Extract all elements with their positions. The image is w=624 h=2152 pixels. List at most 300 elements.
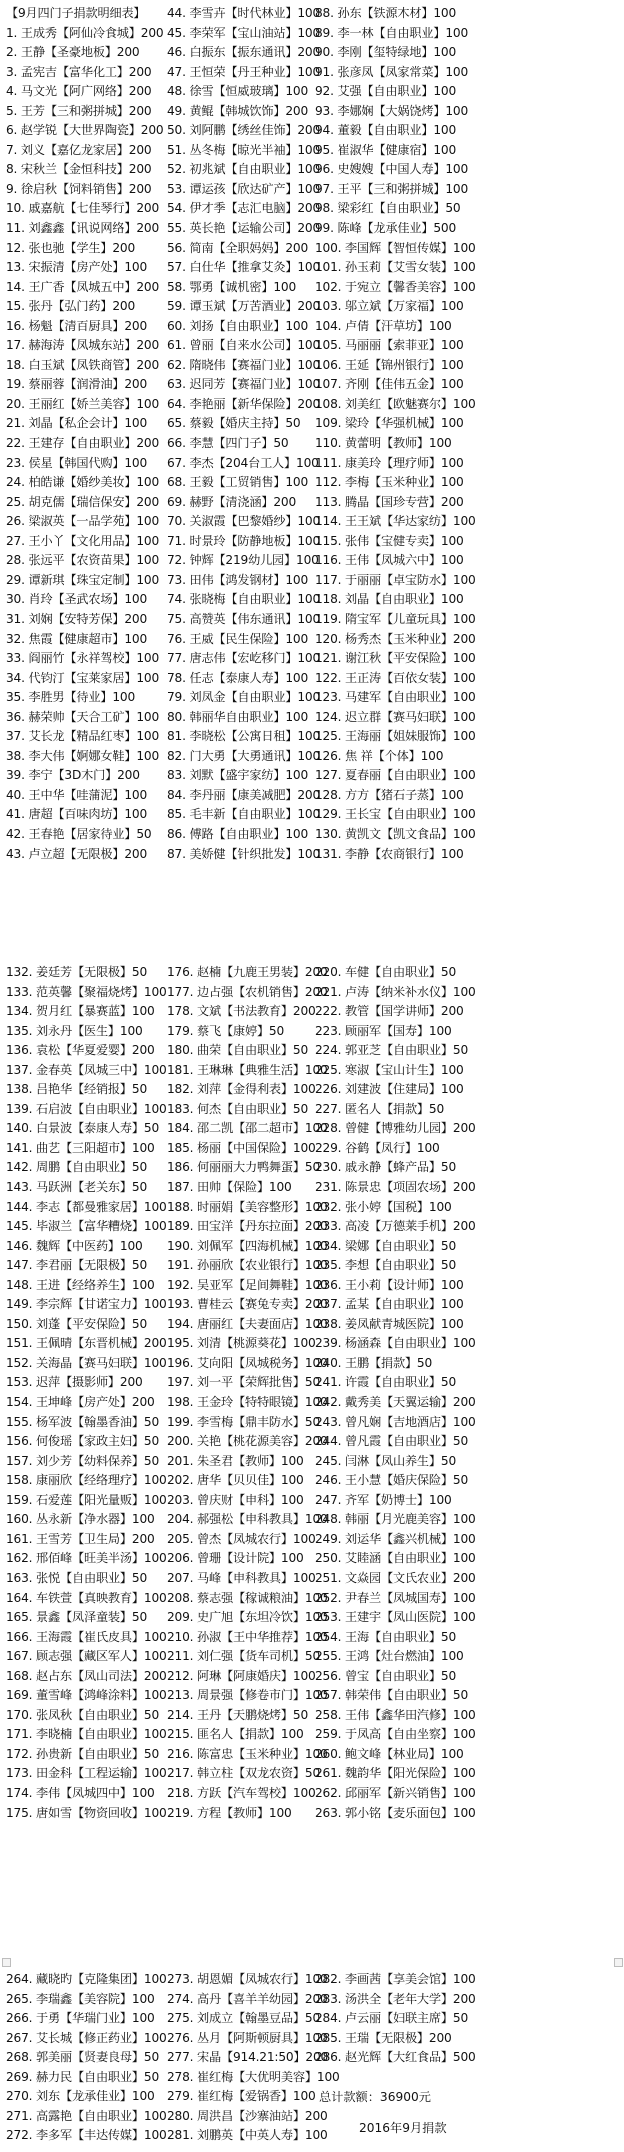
donor-entry: 227. 匿名人【捐款】50 (315, 1101, 445, 1116)
donor-entry: 148. 王进【经络养生】100 (6, 1277, 155, 1292)
donor-entry: 22. 王建存【自由职业】200 (6, 436, 160, 451)
donor-entry: 53. 谭运孩【欣达矿产】100 (167, 181, 321, 196)
donor-entry: 252. 尹春兰【凤城国寿】100 (315, 1590, 476, 1605)
donor-entry: 240. 王鹏【捐款】50 (315, 1355, 433, 1370)
donor-entry: 1. 王成秀【阿仙冷食城】200 (6, 25, 164, 40)
donor-entry: 92. 艾强【自由职业】100 (315, 84, 457, 99)
donor-entry: 61. 曾丽【自来水公司】100 (167, 338, 321, 353)
donor-entry: 212. 阿琳【阿康婚庆】100 (167, 1668, 316, 1683)
donor-entry: 261. 魏韵华【阳光保险】100 (315, 1766, 476, 1781)
donor-entry: 88. 孙东【铁源木材】100 (315, 6, 457, 20)
donor-entry: 286. 赵光辉【大红食品】500 (315, 2050, 476, 2065)
donor-entry: 97. 王平【三和粥拼城】100 (315, 181, 469, 196)
donor-entry: 30. 肖玲【圣武农场】100 (6, 592, 148, 607)
donor-entry: 196. 艾向阳【凤城税务】100 (167, 1355, 328, 1370)
donor-entry: 284. 卢云丽【妇联主席】50 (315, 2011, 469, 2026)
donor-entry: 255. 王鸿【灶台燃油】100 (315, 1649, 464, 1664)
donor-entry: 122. 王正涛【百依女装】100 (315, 670, 476, 685)
donor-entry: 175. 唐如雪【物资回收】100 (6, 1805, 167, 1820)
donor-entry: 213. 周景强【修卷市门】100 (167, 1688, 328, 1703)
donor-entry: 26. 梁淑英【一品学苑】100 (6, 514, 160, 529)
donor-entry: 104. 卢倩【汗草坊】100 (315, 318, 452, 333)
donor-entry: 218. 方跃【汽车驾校】100 (167, 1785, 316, 1800)
donor-entry: 235. 李想【自由职业】50 (315, 1258, 457, 1273)
donor-entry: 132. 姜廷芳【无限极】50 (6, 965, 148, 979)
total-amount: 总计款额：36900元 (319, 2089, 431, 2104)
donor-entry: 5. 王芳【三和粥拼城】200 (6, 103, 152, 118)
donor-entry: 167. 顾志强【藏区军人】100 (6, 1649, 167, 1664)
donor-entry: 82. 门大勇【大勇通讯】100 (167, 748, 321, 763)
donor-entry: 193. 曹桂云【赛兔专卖】200 (167, 1297, 328, 1312)
document-title: 【9月四门子捐款明细表】 (6, 6, 146, 20)
donor-entry: 137. 金春英【凤城三中】100 (6, 1062, 167, 1077)
donor-entry: 270. 刘东【龙承佳业】100 (6, 2089, 155, 2104)
donor-entry: 48. 徐雪【恒威玻璃】100 (167, 84, 309, 99)
donor-entry: 163. 张悦【自由职业】50 (6, 1570, 148, 1585)
donor-entry: 57. 白仕华【推拿艾灸】100 (167, 260, 321, 275)
donor-entry: 194. 唐丽红【夫妻面店】100 (167, 1316, 328, 1331)
donor-entry: 185. 杨丽【中国保险】100 (167, 1140, 316, 1155)
donor-entry: 58. 鄂勇【诚机密】100 (167, 279, 297, 294)
donor-entry: 254. 王海【自由职业】50 (315, 1629, 457, 1644)
donor-entry: 195. 刘清【桃源葵花】100 (167, 1336, 316, 1351)
donor-entry: 59. 谭玉斌【万苦酒业】200 (167, 299, 321, 314)
donor-list (315, 963, 490, 1823)
donor-entry: 42. 王春艳【居家待业】50 (6, 826, 152, 841)
donor-entry: 100. 李国辉【智恒传媒】100 (315, 240, 476, 255)
donor-entry: 245. 闫淋【凤山养生】50 (315, 1453, 457, 1468)
donor-entry: 172. 孙贵新【自由职业】50 (6, 1746, 160, 1761)
donor-entry: 243. 曾凡娴【吉地酒店】100 (315, 1414, 476, 1429)
donor-entry: 157. 刘少芳【幼料保养】50 (6, 1453, 160, 1468)
donor-entry: 145. 毕淑兰【富华糟烧】100 (6, 1219, 167, 1234)
donor-entry: 182. 刘萍【金得利表】100 (167, 1082, 316, 1097)
donor-entry: 116. 王伟【凤城六中】100 (315, 553, 464, 568)
donor-entry: 98. 梁彩红【自由职业】50 (315, 201, 461, 216)
donor-entry: 205. 曾杰【凤城农行】100 (167, 1531, 316, 1546)
donor-entry: 70. 关淑霞【巴黎婚纱】100 (167, 514, 321, 529)
column-2 (161, 4, 321, 884)
donor-entry: 179. 蔡飞【康婷】50 (167, 1023, 285, 1038)
donor-entry: 51. 丛冬梅【晾光半袖】100 (167, 142, 321, 157)
donor-entry: 65. 蔡毅【婚庆主持】50 (167, 416, 301, 431)
donor-entry: 251. 文焱园【文氏农业】200 (315, 1570, 476, 1585)
donor-entry: 166. 王海霞【崔氏皮具】100 (6, 1629, 167, 1644)
donor-entry: 89. 李一林【自由职业】100 (315, 25, 469, 40)
donor-entry: 85. 毛丰新【自由职业】100 (167, 807, 321, 822)
donor-entry: 247. 齐军【奶博士】100 (315, 1492, 452, 1507)
donor-entry: 222. 教管【国学讲师】200 (315, 1004, 464, 1019)
donor-entry: 136. 袁松【华夏爱婴】200 (6, 1043, 155, 1058)
donor-entry: 187. 田帅【保险】100 (167, 1180, 292, 1195)
donor-entry: 19. 蔡丽蓉【润滑油】200 (6, 377, 148, 392)
donor-entry: 127. 夏春丽【自由职业】100 (315, 768, 476, 783)
donor-entry: 274. 高丹【喜羊羊幼园】200 (167, 1991, 328, 2006)
donor-entry: 279. 崔红梅【爱锅香】100 (167, 2089, 316, 2104)
donor-entry: 81. 李晓松【公寓日租】100 (167, 729, 321, 744)
donor-entry: 16. 杨魁【清百厨具】200 (6, 318, 148, 333)
donor-entry: 4. 马文光【阿广网络】200 (6, 84, 152, 99)
donor-entry: 18. 白玉斌【凤铁商管】200 (6, 357, 160, 372)
donor-entry: 238. 姜凤献青城医院】100 (315, 1316, 464, 1331)
donor-entry: 283. 汤洪全【老年大学】200 (315, 1991, 476, 2006)
donor-entry: 253. 王建宇【凤山医院】100 (315, 1610, 476, 1625)
donor-entry: 141. 曲艺【三阳超市】100 (6, 1140, 155, 1155)
donor-entry: 188. 时丽娟【美容整形】100 (167, 1199, 328, 1214)
donor-entry: 140. 白景波【泰康人寿】50 (6, 1121, 160, 1136)
donor-entry: 108. 刘美红【欧魅赛尔】100 (315, 396, 476, 411)
donor-entry: 95. 崔淑华【健康宿】100 (315, 142, 457, 157)
donor-entry: 60. 刘扬【自由职业】100 (167, 318, 309, 333)
donor-entry: 69. 赫野【清浇涵】200 (167, 494, 297, 509)
column-3 (309, 4, 490, 884)
donor-entry: 118. 刘晶【自由职业】100 (315, 592, 464, 607)
donor-entry: 72. 钟辉【219幼儿园】100 (167, 553, 319, 568)
donor-entry: 264. 藏晓旳【克隆集团】100 (6, 1972, 167, 1986)
donor-entry: 67. 李杰【204台工人】100 (167, 455, 319, 470)
donor-entry: 165. 景鑫【凤泽童装】50 (6, 1610, 148, 1625)
donor-entry: 272. 李多军【丰达传媒】100 (6, 2128, 167, 2143)
donor-entry: 112. 李梅【玉米种业】100 (315, 475, 464, 490)
donor-entry: 119. 隋宝军【儿童玩具】100 (315, 611, 476, 626)
donor-entry: 33. 阎丽竹【永祥驾校】100 (6, 651, 160, 666)
donor-entry: 62. 隋晓伟【赛福门业】100 (167, 357, 321, 372)
donor-entry: 47. 王恒荣【丹王种业】100 (167, 64, 321, 79)
donor-entry: 75. 高赞英【伟东通讯】100 (167, 611, 321, 626)
donor-entry: 125. 王海丽【姐妹服饰】100 (315, 729, 476, 744)
donor-entry: 257. 韩荣伟【自由职业】50 (315, 1688, 469, 1703)
donor-entry: 2. 王静【圣豪地板】200 (6, 45, 140, 60)
donor-entry: 158. 康丽欣【经络理疗】100 (6, 1473, 167, 1488)
donor-entry: 236. 王小莉【设计师】100 (315, 1277, 464, 1292)
donor-entry: 232. 张小婷【国税】100 (315, 1199, 452, 1214)
donor-entry: 31. 刘娴【安特芳保】200 (6, 611, 148, 626)
donor-list (315, 1970, 490, 2068)
donor-entry: 203. 曾庆财【申科】100 (167, 1492, 304, 1507)
donor-entry: 207. 马峰【申科教具】100 (167, 1570, 316, 1585)
donor-entry: 49. 黄鲲【韩城饮饰】200 (167, 103, 309, 118)
document-date: 2016年9月捐款 (359, 2121, 447, 2136)
donor-entry: 280. 周洪昌【沙寨油站】200 (167, 2108, 328, 2123)
donor-entry: 143. 马跃洲【老关东】50 (6, 1180, 148, 1195)
donor-entry: 76. 王威【民生保险】100 (167, 631, 309, 646)
donor-entry: 117. 于丽丽【卓宝防水】100 (315, 572, 476, 587)
donor-entry: 20. 王丽红【娇兰美容】100 (6, 396, 160, 411)
donor-entry: 128. 方方【猪石子蒸】100 (315, 787, 464, 802)
donor-entry: 94. 董毅【自由职业】100 (315, 123, 457, 138)
donor-entry: 130. 黄凯文【凯文食品】100 (315, 826, 476, 841)
donor-entry: 131. 李静【农商银行】100 (315, 846, 464, 861)
scroll-handle-left[interactable] (2, 1958, 11, 1967)
donor-entry: 160. 丛永新【净水器】100 (6, 1512, 155, 1527)
donor-entry: 189. 田宝洋【丹东拉面】200 (167, 1219, 328, 1234)
donor-entry: 278. 崔红梅【大优明美容】100 (167, 2069, 340, 2084)
donor-entry: 239. 杨涵森【自由职业】100 (315, 1336, 476, 1351)
donor-entry: 13. 宋振清【房产处】100 (6, 260, 148, 275)
donor-entry: 120. 杨秀杰【玉米种业】200 (315, 631, 476, 646)
donor-entry: 170. 张凤秋【自由职业】50 (6, 1707, 160, 1722)
donor-entry: 56. 简南【全职妈妈】200 (167, 240, 309, 255)
donor-entry: 267. 艾长城【修正药业】100 (6, 2030, 167, 2045)
donor-entry: 273. 胡恩媚【凤城农行】100 (167, 1972, 328, 1986)
column-3 (309, 1970, 490, 2150)
column-3 (309, 963, 490, 1838)
donor-entry: 208. 蔡志强【稼诚粮油】100 (167, 1590, 328, 1605)
donor-entry: 260. 鲍文峰【林业局】100 (315, 1746, 464, 1761)
donor-entry: 35. 李胜男【待业】100 (6, 690, 136, 705)
donor-entry: 46. 白振东【振东通讯】200 (167, 45, 321, 60)
donor-entry: 156. 何俊瑶【家政主妇】50 (6, 1434, 160, 1449)
donor-entry: 191. 孙丽欣【农业银行】100 (167, 1258, 328, 1273)
column-1 (0, 1970, 167, 2150)
donor-entry: 197. 刘一平【荣辉批售】50 (167, 1375, 321, 1390)
donor-entry: 134. 贺月红【暴赛蓝】100 (6, 1004, 155, 1019)
donor-entry: 133. 范英馨【聚福烧烤】100 (6, 984, 167, 999)
donor-list (167, 4, 321, 864)
donor-entry: 6. 赵学锐【大世界陶瓷】200 (6, 123, 164, 138)
donor-entry: 7. 刘义【嘉亿龙家居】200 (6, 142, 152, 157)
donor-entry: 202. 唐华【贝贝佳】100 (167, 1473, 304, 1488)
donor-entry: 15. 张丹【弘门药】200 (6, 299, 136, 314)
donor-entry: 43. 卢立超【无限极】200 (6, 846, 148, 861)
column-1 (0, 4, 164, 884)
donor-entry: 110. 黄蕾明【教师】100 (315, 436, 452, 451)
donor-entry: 250. 艾睦涵【自由职业】100 (315, 1551, 476, 1566)
donor-entry: 23. 侯星【韩国代购】100 (6, 455, 148, 470)
donor-entry: 111. 康美玲【理疗师】100 (315, 455, 464, 470)
donor-entry: 183. 何杰【自由职业】50 (167, 1101, 309, 1116)
donor-list (6, 1970, 167, 2146)
donor-entry: 86. 傅路【自由职业】100 (167, 826, 309, 841)
donor-entry: 151. 王佩晴【东晋机械】200 (6, 1336, 167, 1351)
donor-entry: 285. 王瑞【无限极】200 (315, 2030, 452, 2045)
donor-entry: 45. 李荣军【宝山油站】100 (167, 25, 321, 40)
donor-entry: 24. 柏皓谦【婚纱美妆】100 (6, 475, 160, 490)
donor-list (167, 963, 328, 1823)
donation-block-2 (0, 963, 624, 1838)
donor-entry: 190. 刘佩军【四海机械】100 (167, 1238, 328, 1253)
donor-entry: 142. 周鹏【自由职业】50 (6, 1160, 148, 1175)
donor-entry: 249. 刘运华【鑫兴机械】100 (315, 1531, 476, 1546)
donor-entry: 269. 赫力民【自由职业】50 (6, 2069, 160, 2084)
donor-entry: 171. 李晓楠【自由职业】100 (6, 1727, 167, 1742)
donor-entry: 237. 孟某【自由职业】100 (315, 1297, 464, 1312)
donor-entry: 32. 焦霞【健康超市】100 (6, 631, 148, 646)
donor-entry: 38. 李大伟【婀娜女鞋】100 (6, 748, 160, 763)
donor-entry: 281. 刘鹏英【中英人寿】100 (167, 2128, 328, 2143)
donor-entry: 14. 王广香【凤城五中】200 (6, 279, 160, 294)
donor-entry: 173. 田金科【工程运输】100 (6, 1766, 167, 1781)
donor-entry: 10. 戚嘉航【七佳琴行】200 (6, 201, 160, 216)
donor-entry: 107. 齐刚【佳伟五金】100 (315, 377, 464, 392)
donor-entry: 71. 时景玲【防静地板】100 (167, 533, 321, 548)
donor-entry: 12. 张也驰【学生】200 (6, 240, 136, 255)
donor-entry: 144. 李志【都曼雅家居】100 (6, 1199, 167, 1214)
donor-entry: 21. 刘晶【私企会计】100 (6, 416, 148, 431)
donor-entry: 146. 魏辉【中医药】100 (6, 1238, 143, 1253)
donor-entry: 150. 刘蓬【平安保险】50 (6, 1316, 148, 1331)
donor-entry: 99. 陈峰【龙承佳业】500 (315, 221, 457, 236)
donor-entry: 103. 邬立斌【万家福】100 (315, 299, 464, 314)
donor-entry: 242. 戴秀美【天翼运输】200 (315, 1395, 476, 1410)
donor-entry: 263. 郭小铭【麦乐面包】100 (315, 1805, 476, 1820)
donor-entry: 233. 高凌【万德莱手机】200 (315, 1219, 476, 1234)
donor-entry: 209. 史广旭【东坦冷饮】100 (167, 1610, 328, 1625)
donor-entry: 241. 许霞【自由职业】50 (315, 1375, 457, 1390)
donor-entry: 138. 吕艳华【经销报】50 (6, 1082, 148, 1097)
donor-entry: 73. 田伟【鸿发钢材】100 (167, 572, 309, 587)
donor-entry: 155. 杨军波【翰墨香油】50 (6, 1414, 160, 1429)
column-2 (161, 963, 328, 1838)
donor-entry: 78. 任志【泰康人寿】100 (167, 670, 309, 685)
donor-entry: 174. 李伟【凤城四中】100 (6, 1785, 155, 1800)
donor-entry: 234. 梁娜【自由职业】50 (315, 1238, 457, 1253)
donor-entry: 176. 赵楠【九鹿王男装】200 (167, 965, 328, 979)
donor-entry: 50. 刘阿鹏【绣丝佳饰】200 (167, 123, 321, 138)
donor-entry: 217. 韩立柱【双龙农资】50 (167, 1766, 321, 1781)
donor-entry: 210. 孙淑【王中华推荐】100 (167, 1629, 328, 1644)
donor-entry: 184. 邵二凯【邵二超市】100 (167, 1121, 328, 1136)
donor-entry: 220. 车健【自由职业】50 (315, 965, 457, 979)
donor-entry: 215. 匪名人【捐款】100 (167, 1727, 304, 1742)
donor-entry: 198. 王金玲【特特眼镜】100 (167, 1395, 328, 1410)
donor-entry: 34. 代钧汀【宝莱家居】100 (6, 670, 160, 685)
column-1 (0, 963, 167, 1838)
donor-entry: 221. 卢涛【纳米补水仪】100 (315, 984, 476, 999)
donation-block-1 (0, 4, 624, 884)
donor-entry: 225. 寒淑【宝山计生】100 (315, 1062, 464, 1077)
donor-entry: 204. 郝强松【申科教具】100 (167, 1512, 328, 1527)
donor-entry: 139. 石启波【自由职业】100 (6, 1101, 167, 1116)
donor-entry: 266. 于勇【华瑞门业】100 (6, 2011, 155, 2026)
donor-entry: 223. 顾丽军【国寿】100 (315, 1023, 452, 1038)
donor-entry: 248. 韩丽【月光鹿美容】100 (315, 1512, 476, 1527)
donor-entry: 265. 李瑞鑫【美容院】100 (6, 1991, 155, 2006)
donor-entry: 154. 王坤峰【房产处】200 (6, 1395, 155, 1410)
donor-entry: 180. 曲荣【自由职业】50 (167, 1043, 309, 1058)
scroll-handle-right[interactable] (614, 1958, 623, 1967)
donor-entry: 124. 迟立群【赛马妇联】100 (315, 709, 476, 724)
donor-entry: 211. 刘仁强【货车司机】50 (167, 1649, 321, 1664)
donor-entry: 268. 郭美丽【贤妻良母】50 (6, 2050, 160, 2065)
donor-entry: 55. 英长艳【运输公司】200 (167, 221, 321, 236)
donor-entry: 177. 边占强【农机销售】200 (167, 984, 328, 999)
donor-entry: 181. 王琳琳【典雅生活】100 (167, 1062, 328, 1077)
donor-entry: 228. 曾健【博雅幼儿园】200 (315, 1121, 476, 1136)
donor-entry: 68. 王毅【工贸销售】100 (167, 475, 309, 490)
donor-entry: 54. 伊才季【志汇电脑】200 (167, 201, 321, 216)
donor-entry: 159. 石爱莲【阳光量贩】100 (6, 1492, 167, 1507)
donor-list (315, 4, 490, 864)
donor-entry: 153. 迟萍【摄影师】200 (6, 1375, 143, 1390)
donor-entry: 206. 曾珊【设计院】100 (167, 1551, 304, 1566)
donor-entry: 271. 高露艳【自由职业】100 (6, 2108, 167, 2123)
column-2 (161, 1970, 340, 2150)
donor-entry: 178. 文斌【书法教育】200 (167, 1004, 316, 1019)
donor-entry: 262. 邱丽军【新兴销售】100 (315, 1785, 476, 1800)
donor-entry: 192. 吴亚军【足间舞鞋】100 (167, 1277, 328, 1292)
donor-entry: 152. 关海晶【赛马妇联】100 (6, 1355, 167, 1370)
donor-entry: 25. 胡克儒【瑞信保安】200 (6, 494, 160, 509)
donor-entry: 275. 刘成立【翰墨豆品】50 (167, 2011, 321, 2026)
donor-entry: 186. 何丽丽大力鸭舞蛋】50 (167, 1160, 321, 1175)
donor-entry: 93. 李娜娴【大娲饶烤】100 (315, 103, 469, 118)
donor-list (6, 963, 167, 1823)
donor-entry: 80. 韩丽华自由职业】100 (167, 709, 309, 724)
donor-entry: 164. 车铁萱【真映教育】100 (6, 1590, 167, 1605)
donor-entry: 229. 谷鹤【凤行】100 (315, 1140, 440, 1155)
donor-entry: 27. 王小丫【文化用品】100 (6, 533, 160, 548)
donor-entry: 214. 王丹【天鹏烧烤】50 (167, 1707, 309, 1722)
donor-entry: 63. 迟同芳【赛福门业】100 (167, 377, 321, 392)
donor-entry: 90. 李刚【玺特绿地】100 (315, 45, 457, 60)
donor-entry: 259. 于凤高【自由坐察】100 (315, 1727, 476, 1742)
donor-entry: 79. 刘凤金【自由职业】100 (167, 690, 321, 705)
donor-entry: 162. 邢佰峰【旺美半汤】100 (6, 1551, 167, 1566)
donor-entry: 37. 艾长龙【精品红枣】100 (6, 729, 160, 744)
donor-entry: 96. 史嫂嫂【中国人寿】100 (315, 162, 469, 177)
donor-entry: 87. 美娇健【针织批发】100 (167, 846, 321, 861)
donation-block-3 (0, 1970, 624, 2150)
donor-entry: 3. 孟宪吉【富华化工】200 (6, 64, 152, 79)
donor-entry: 8. 宋秋兰【金恒科技】200 (6, 162, 152, 177)
donor-entry: 83. 刘默【盛宇家纺】100 (167, 768, 309, 783)
donor-entry: 44. 李雪卉【时代林业】100 (167, 6, 321, 20)
donor-entry: 109. 梁玲【华强机械】100 (315, 416, 464, 431)
donor-entry: 147. 李君丽【无限极】50 (6, 1258, 148, 1273)
donor-entry: 84. 李丹丽【康美减肥】200 (167, 787, 321, 802)
donor-entry: 91. 张彦凤【凤家常菜】100 (315, 64, 469, 79)
donor-entry: 230. 戚永静【蜂产品】50 (315, 1160, 457, 1175)
donor-entry: 9. 徐启秋【饲料销售】200 (6, 181, 152, 196)
donor-entry: 276. 丛月【阿斯顿厨具】100 (167, 2030, 328, 2045)
donor-entry: 113. 腾晶【国珍专营】200 (315, 494, 464, 509)
donor-entry: 199. 李雪梅【鼎丰防水】50 (167, 1414, 321, 1429)
donor-entry: 28. 张远平【农资苗果】100 (6, 553, 160, 568)
donor-entry: 41. 唐超【百味肉坊】100 (6, 807, 148, 822)
donor-entry: 149. 李宗辉【甘诺宝力】100 (6, 1297, 167, 1312)
donor-entry: 17. 赫海涛【凤城东站】200 (6, 338, 160, 353)
donor-entry: 246. 王小慧【婚庆保险】50 (315, 1473, 469, 1488)
donor-entry: 102. 于宛立【馨香美容】100 (315, 279, 476, 294)
donor-entry: 244. 曾凡霞【自由职业】50 (315, 1434, 469, 1449)
donor-entry: 52. 初兆斌【自由职业】100 (167, 162, 321, 177)
donor-entry: 282. 李画茜【享美会馆】100 (315, 1972, 476, 1986)
donor-entry: 126. 焦 祥【个体】100 (315, 748, 444, 763)
donor-entry: 123. 马建军【自由职业】100 (315, 690, 476, 705)
donor-entry: 115. 张伟【宝健专卖】100 (315, 533, 464, 548)
donor-entry: 216. 陈富忠【玉米种业】100 (167, 1746, 328, 1761)
donor-entry: 39. 李宁【3D木门】200 (6, 768, 140, 783)
donor-entry: 77. 唐志伟【宏屹移门】100 (167, 651, 321, 666)
donor-entry: 40. 王中华【哇蒲泥】100 (6, 787, 148, 802)
donor-entry: 168. 赵占东【凤山司法】200 (6, 1668, 167, 1683)
donor-entry: 169. 董雪峰【鸿峰涂料】100 (6, 1688, 167, 1703)
donor-entry: 29. 谭新琪【珠宝定制】100 (6, 572, 160, 587)
donor-entry: 231. 陈景忠【项固农场】200 (315, 1180, 476, 1195)
donor-entry: 226. 刘建波【住建局】100 (315, 1082, 464, 1097)
donor-entry: 200. 关艳【桃花源美容】200 (167, 1434, 328, 1449)
donor-entry: 135. 刘永丹【医生】100 (6, 1023, 143, 1038)
donor-entry: 129. 王长宝【自由职业】100 (315, 807, 476, 822)
donor-entry: 36. 赫荣帅【天合工矿】100 (6, 709, 160, 724)
donor-entry: 161. 王雪芳【卫生局】200 (6, 1531, 155, 1546)
donor-entry: 74. 张晓梅【自由职业】100 (167, 592, 321, 607)
donor-entry: 64. 李艳丽【新华保险】200 (167, 396, 321, 411)
donor-entry: 106. 王延【锦州银行】100 (315, 357, 464, 372)
donor-entry: 219. 方程【教师】100 (167, 1805, 292, 1820)
donor-entry: 66. 李慧【四门子】50 (167, 436, 289, 451)
